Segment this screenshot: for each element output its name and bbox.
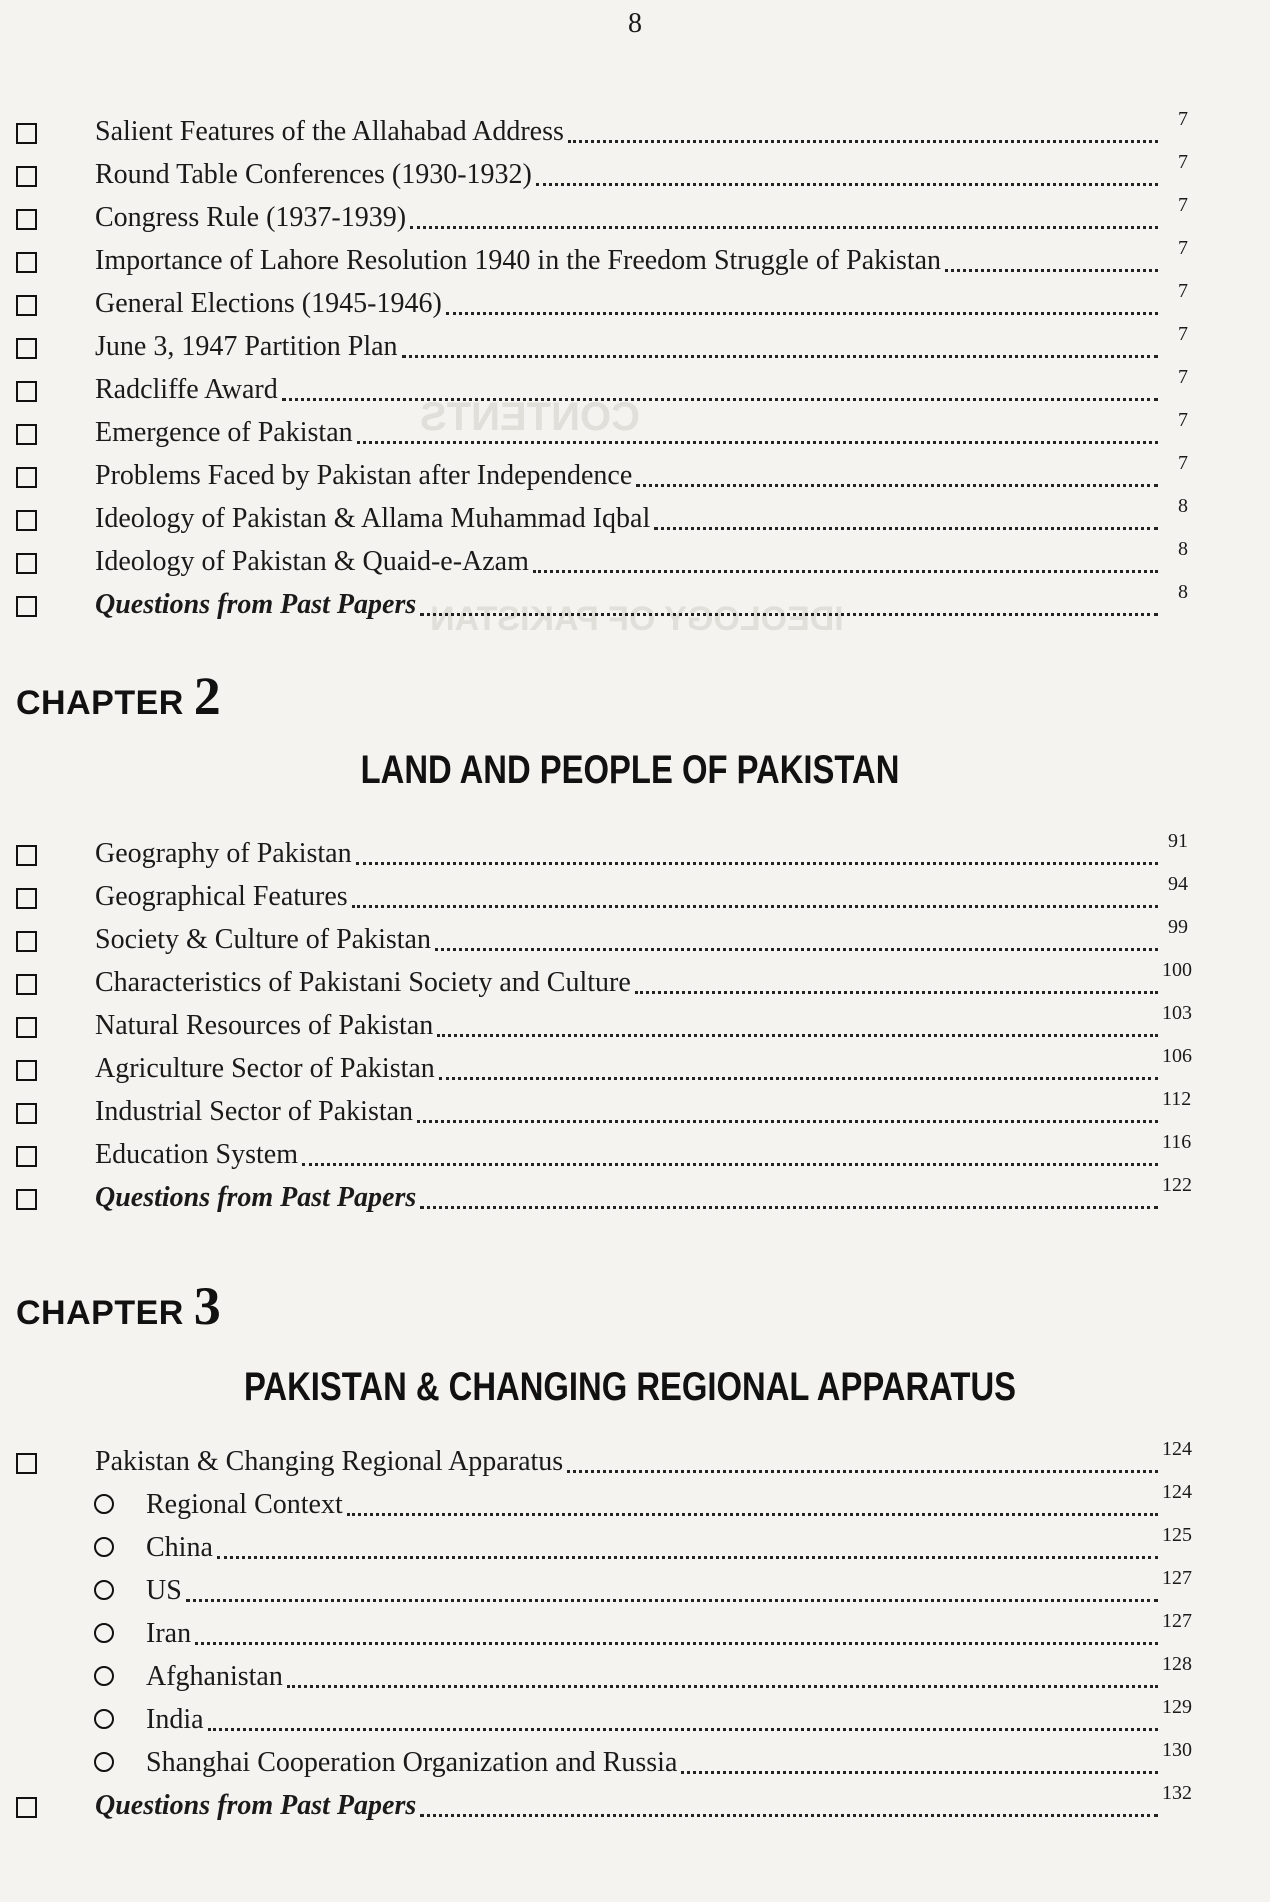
toc-entry-label: Regional Context bbox=[146, 1489, 343, 1520]
dot-leader bbox=[420, 1814, 1158, 1817]
checkbox-bullet-icon bbox=[16, 424, 37, 445]
dot-leader bbox=[347, 1513, 1158, 1516]
chapter-2-heading bbox=[16, 665, 221, 727]
toc-entry-label: Round Table Conferences (1930-1932) bbox=[95, 159, 532, 190]
page-number: 8 bbox=[628, 8, 642, 39]
toc-chapter-2-list bbox=[0, 832, 1200, 1219]
toc-page-number: 7 bbox=[1178, 194, 1188, 216]
toc-entry-label: Education System bbox=[95, 1139, 298, 1170]
checkbox-bullet-icon bbox=[16, 845, 37, 866]
toc-page-number: 8 bbox=[1178, 538, 1188, 560]
toc-entry[interactable] bbox=[0, 875, 1200, 918]
toc-page-number: 7 bbox=[1178, 366, 1188, 388]
dot-leader bbox=[636, 484, 1158, 487]
toc-page-number: 124 bbox=[1162, 1481, 1192, 1503]
toc-page-number: 122 bbox=[1162, 1174, 1192, 1196]
toc-entry-label: Importance of Lahore Resolution 1940 in the Freedom Struggle of Pakistan bbox=[95, 245, 942, 276]
toc-entry[interactable] bbox=[0, 1004, 1200, 1047]
dot-leader bbox=[533, 570, 1158, 573]
toc-entry-label: Questions from Past Papers bbox=[95, 1790, 417, 1821]
toc-entry[interactable] bbox=[0, 540, 1200, 583]
checkbox-bullet-icon bbox=[16, 1189, 37, 1210]
dot-leader bbox=[282, 398, 1158, 401]
dot-leader bbox=[417, 1120, 1158, 1123]
toc-page-number: 130 bbox=[1162, 1739, 1192, 1761]
checkbox-bullet-icon bbox=[16, 510, 37, 531]
toc-entry-label: Afghanistan bbox=[146, 1661, 283, 1692]
toc-entry[interactable] bbox=[0, 196, 1200, 239]
dot-leader bbox=[208, 1728, 1158, 1731]
toc-entry[interactable] bbox=[0, 368, 1200, 411]
checkbox-bullet-icon bbox=[16, 338, 37, 359]
dot-leader bbox=[435, 948, 1158, 951]
toc-page-number: 7 bbox=[1178, 452, 1188, 474]
toc-entry[interactable] bbox=[0, 325, 1200, 368]
checkbox-bullet-icon bbox=[16, 1146, 37, 1167]
toc-page-number: 103 bbox=[1162, 1002, 1192, 1024]
toc-entry-label: Questions from Past Papers bbox=[95, 589, 417, 620]
circle-bullet-icon bbox=[94, 1709, 114, 1729]
toc-entry-label: Iran bbox=[146, 1618, 192, 1649]
toc-entry[interactable] bbox=[0, 1133, 1200, 1176]
toc-entry-label: Salient Features of the Allahabad Address bbox=[95, 116, 564, 147]
toc-page-number: 7 bbox=[1178, 151, 1188, 173]
checkbox-bullet-icon bbox=[16, 252, 37, 273]
chapter-number: 3 bbox=[193, 1276, 222, 1336]
toc-entry[interactable] bbox=[0, 1047, 1200, 1090]
toc-entry[interactable] bbox=[0, 918, 1200, 961]
dot-leader bbox=[186, 1599, 1158, 1602]
toc-page-number: 99 bbox=[1168, 916, 1188, 938]
toc-page-number: 8 bbox=[1178, 581, 1188, 603]
toc-entry-label: Ideology of Pakistan & Quaid-e-Azam bbox=[95, 546, 529, 577]
toc-page-number: 94 bbox=[1168, 873, 1188, 895]
toc-page-number: 106 bbox=[1162, 1045, 1192, 1067]
checkbox-bullet-icon bbox=[16, 295, 37, 316]
toc-entry[interactable] bbox=[0, 454, 1200, 497]
dot-leader bbox=[945, 269, 1158, 272]
toc-page-number: 124 bbox=[1162, 1438, 1192, 1460]
checkbox-bullet-icon bbox=[16, 1453, 37, 1474]
circle-bullet-icon bbox=[94, 1537, 114, 1557]
toc-entry[interactable] bbox=[0, 1784, 1200, 1827]
toc-entry-label: Society & Culture of Pakistan bbox=[95, 924, 431, 955]
toc-entry[interactable] bbox=[0, 961, 1200, 1004]
toc-page-number: 128 bbox=[1162, 1653, 1192, 1675]
toc-entry[interactable] bbox=[0, 282, 1200, 325]
toc-page-number: 91 bbox=[1168, 830, 1188, 852]
dot-leader bbox=[420, 1206, 1158, 1209]
chapter-number: 2 bbox=[193, 666, 222, 726]
checkbox-bullet-icon bbox=[16, 1103, 37, 1124]
dot-leader bbox=[567, 1470, 1158, 1473]
checkbox-bullet-icon bbox=[16, 381, 37, 402]
dot-leader bbox=[568, 140, 1158, 143]
toc-entry[interactable] bbox=[0, 1176, 1200, 1219]
toc-entry-label: Emergence of Pakistan bbox=[95, 417, 353, 448]
toc-page-number: 100 bbox=[1162, 959, 1192, 981]
toc-entry-label: China bbox=[146, 1532, 213, 1563]
toc-entry[interactable] bbox=[0, 1483, 1200, 1526]
dot-leader bbox=[654, 527, 1158, 530]
dot-leader bbox=[287, 1685, 1158, 1688]
toc-entry[interactable] bbox=[0, 1569, 1200, 1612]
toc-entry[interactable] bbox=[0, 1612, 1200, 1655]
toc-chapter-3-list bbox=[0, 1440, 1200, 1827]
toc-page-number: 125 bbox=[1162, 1524, 1192, 1546]
dot-leader bbox=[402, 355, 1158, 358]
toc-entry-label: Problems Faced by Pakistan after Independence bbox=[95, 460, 633, 491]
checkbox-bullet-icon bbox=[16, 596, 37, 617]
checkbox-bullet-icon bbox=[16, 553, 37, 574]
dot-leader bbox=[437, 1034, 1158, 1037]
checkbox-bullet-icon bbox=[16, 888, 37, 909]
dot-leader bbox=[681, 1771, 1158, 1774]
checkbox-bullet-icon bbox=[16, 166, 37, 187]
toc-entry[interactable] bbox=[0, 832, 1200, 875]
toc-entry[interactable] bbox=[0, 583, 1200, 626]
chapter-3-heading bbox=[16, 1275, 221, 1337]
dot-leader bbox=[446, 312, 1158, 315]
toc-entry[interactable] bbox=[0, 110, 1200, 153]
toc-entry[interactable] bbox=[0, 1655, 1200, 1698]
toc-entry-label: Ideology of Pakistan & Allama Muhammad Iqbal bbox=[95, 503, 651, 534]
toc-page-number: 127 bbox=[1162, 1610, 1192, 1632]
toc-entry-label: Radcliffe Award bbox=[95, 374, 278, 405]
dot-leader bbox=[352, 905, 1158, 908]
checkbox-bullet-icon bbox=[16, 1797, 37, 1818]
bleed-through-text: IDEOLOGY OF PAKISTAN bbox=[430, 600, 844, 638]
toc-entry-label: Questions from Past Papers bbox=[95, 1182, 417, 1213]
circle-bullet-icon bbox=[94, 1666, 114, 1686]
toc-entry-label: Natural Resources of Pakistan bbox=[95, 1010, 434, 1041]
toc-entry-label: Shanghai Cooperation Organization and Russia bbox=[146, 1747, 678, 1778]
toc-page-number: 7 bbox=[1178, 237, 1188, 259]
toc-entry-label: India bbox=[146, 1704, 204, 1735]
toc-entry[interactable] bbox=[0, 239, 1200, 282]
toc-entry-label: June 3, 1947 Partition Plan bbox=[95, 331, 398, 362]
dot-leader bbox=[356, 862, 1158, 865]
checkbox-bullet-icon bbox=[16, 1017, 37, 1038]
toc-entry[interactable] bbox=[0, 153, 1200, 196]
dot-leader bbox=[217, 1556, 1158, 1559]
dot-leader bbox=[439, 1077, 1158, 1080]
dot-leader bbox=[536, 183, 1158, 186]
toc-page-number: 129 bbox=[1162, 1696, 1192, 1718]
chapter-word: CHAPTER bbox=[16, 1294, 184, 1332]
circle-bullet-icon bbox=[94, 1494, 114, 1514]
dot-leader bbox=[302, 1163, 1158, 1166]
checkbox-bullet-icon bbox=[16, 209, 37, 230]
toc-entry[interactable] bbox=[0, 411, 1200, 454]
chapter-word: CHAPTER bbox=[16, 684, 184, 722]
dot-leader bbox=[635, 991, 1158, 994]
toc-page-number: 132 bbox=[1162, 1782, 1192, 1804]
toc-entry-label: Characteristics of Pakistani Society and Culture bbox=[95, 967, 631, 998]
toc-entry-label: Congress Rule (1937-1939) bbox=[95, 202, 407, 233]
checkbox-bullet-icon bbox=[16, 467, 37, 488]
toc-entry[interactable] bbox=[0, 1090, 1200, 1133]
circle-bullet-icon bbox=[94, 1623, 114, 1643]
toc-entry-label: General Elections (1945-1946) bbox=[95, 288, 442, 319]
checkbox-bullet-icon bbox=[16, 974, 37, 995]
toc-entry-label: Agriculture Sector of Pakistan bbox=[95, 1053, 435, 1084]
bleed-through-text: CONTENTS bbox=[420, 395, 640, 439]
checkbox-bullet-icon bbox=[16, 123, 37, 144]
toc-entry-label: Geographical Features bbox=[95, 881, 348, 912]
toc-page-number: 7 bbox=[1178, 323, 1188, 345]
toc-entry-label: US bbox=[146, 1575, 182, 1606]
toc-entry-label: Industrial Sector of Pakistan bbox=[95, 1096, 414, 1127]
toc-entry-label: Pakistan & Changing Regional Apparatus bbox=[95, 1446, 564, 1477]
checkbox-bullet-icon bbox=[16, 931, 37, 952]
checkbox-bullet-icon bbox=[16, 1060, 37, 1081]
circle-bullet-icon bbox=[94, 1752, 114, 1772]
dot-leader bbox=[195, 1642, 1158, 1645]
chapter-2-title: LAND AND PEOPLE OF PAKISTAN bbox=[360, 748, 900, 792]
toc-page-number: 8 bbox=[1178, 495, 1188, 517]
toc-page-number: 116 bbox=[1162, 1131, 1192, 1153]
chapter-3-title: PAKISTAN & CHANGING REGIONAL APPARATUS bbox=[243, 1365, 1017, 1409]
toc-entry[interactable] bbox=[0, 1440, 1200, 1483]
toc-entry[interactable] bbox=[0, 1526, 1200, 1569]
toc-section-continued bbox=[0, 110, 1200, 626]
toc-page-number: 7 bbox=[1178, 280, 1188, 302]
toc-page-number: 127 bbox=[1162, 1567, 1192, 1589]
toc-entry[interactable] bbox=[0, 497, 1200, 540]
toc-page-number: 7 bbox=[1178, 409, 1188, 431]
toc-entry[interactable] bbox=[0, 1741, 1200, 1784]
circle-bullet-icon bbox=[94, 1580, 114, 1600]
dot-leader bbox=[357, 441, 1158, 444]
toc-page-number: 7 bbox=[1178, 108, 1188, 130]
toc-entry-label: Geography of Pakistan bbox=[95, 838, 352, 869]
dot-leader bbox=[410, 226, 1158, 229]
toc-page-number: 112 bbox=[1162, 1088, 1192, 1110]
toc-entry[interactable] bbox=[0, 1698, 1200, 1741]
dot-leader bbox=[420, 613, 1158, 616]
